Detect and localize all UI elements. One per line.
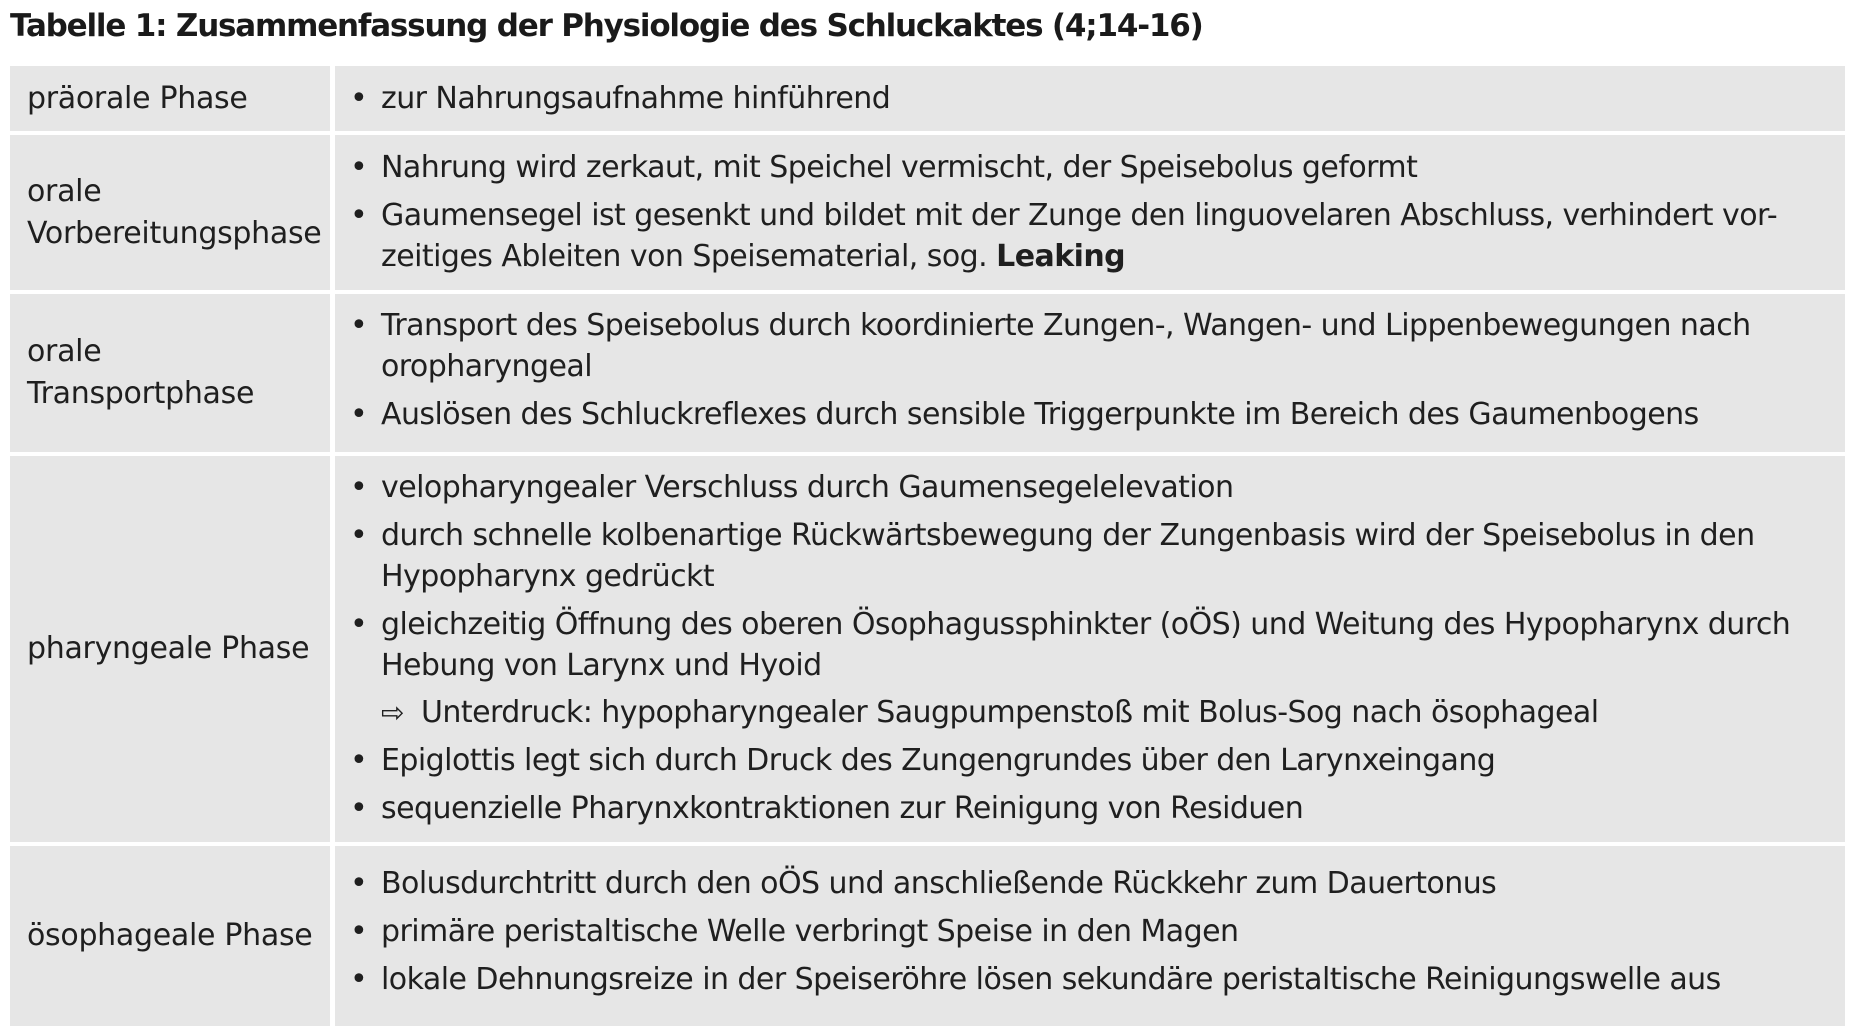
bullet-icon: • — [350, 198, 368, 233]
bullet-icon: • — [350, 150, 368, 185]
description-cell — [335, 294, 1845, 452]
table-row — [10, 846, 1845, 1026]
table-row — [10, 456, 1845, 842]
item-text: primäre peristaltische Welle verbringt Speise in den Magen — [381, 914, 1239, 949]
item-text: Auslösen des Schluckreflexes durch sensible Triggerpunkte im Bereich des Gaumenbogens — [381, 397, 1699, 432]
list-item — [335, 788, 1845, 829]
bullet-icon: • — [350, 743, 368, 778]
list-item — [335, 305, 1845, 387]
bullet-icon: • — [350, 518, 368, 553]
phase-cell — [10, 294, 330, 452]
item-text: lokale Dehnungsreize in der Speiseröhre lösen sekundäre peristaltische Reinigungswelle aus — [381, 962, 1721, 997]
bullet-icon: • — [350, 308, 368, 343]
item-text: zur Nahrungsaufnahme hinführend — [381, 81, 891, 116]
arrow-right-icon: ⇨ — [381, 696, 404, 729]
list-item — [335, 740, 1845, 781]
table-row — [10, 135, 1845, 290]
item-text: Nahrung wird zerkaut, mit Speichel vermischt, der Speisebolus geformt — [381, 150, 1418, 185]
item-text: Gaumensegel ist gesenkt und bildet mit der Zunge den linguovelaren Abschluss, verhindert vor-zeitiges Ableiten von Speisematerial, sog. — [381, 198, 1778, 274]
emphasis-term: Leaking — [996, 239, 1126, 274]
sub-list-item — [335, 692, 1845, 733]
bullet-icon: • — [350, 397, 368, 432]
phase-cell — [10, 456, 330, 842]
list-item — [335, 911, 1845, 952]
description-cell — [335, 846, 1845, 1026]
bullet-icon: • — [350, 914, 368, 949]
physiology-table — [10, 66, 1845, 1030]
list-item — [335, 604, 1845, 686]
bullet-icon: • — [350, 81, 368, 116]
item-text: sequenzielle Pharynxkontraktionen zur Reinigung von Residuen — [381, 791, 1304, 826]
table-row — [10, 294, 1845, 452]
phase-cell — [10, 135, 330, 290]
list-item — [335, 467, 1845, 508]
item-text: Epiglottis legt sich durch Druck des Zungengrundes über den Larynxeingang — [381, 743, 1496, 778]
item-text: Transport des Speisebolus durch koordinierte Zungen-, Wangen- und Lippenbewegungen nach oropharyngeal — [381, 308, 1751, 384]
item-text: Bolusdurchtritt durch den oÖS und anschließende Rückkehr zum Dauertonus — [381, 866, 1497, 901]
table-row — [10, 66, 1845, 131]
phase-cell — [10, 66, 330, 131]
phase-cell — [10, 846, 330, 1026]
sub-item-text: Unterdruck: hypopharyngealer Saugpumpenstoß mit Bolus-Sog nach ösophageal — [421, 695, 1599, 730]
list-item — [335, 959, 1845, 1000]
list-item — [335, 147, 1845, 188]
table-caption: Tabelle 1: Zusammenfassung der Physiologie des Schluckaktes (4;14-16) — [10, 8, 1203, 44]
description-cell — [335, 66, 1845, 131]
bullet-icon: • — [350, 607, 368, 642]
list-item — [335, 78, 1845, 119]
description-cell — [335, 456, 1845, 842]
phase-label: orale Vorbereitungsphase — [27, 173, 322, 251]
bullet-icon: • — [350, 470, 368, 505]
phase-label: präorale Phase — [27, 80, 248, 116]
list-item — [335, 394, 1845, 435]
phase-label: ösophageale Phase — [27, 918, 313, 953]
list-item — [335, 863, 1845, 904]
item-text: durch schnelle kolbenartige Rückwärtsbewegung der Zungenbasis wird der Speisebolus in den Hypopharynx gedrückt — [381, 518, 1755, 594]
description-cell — [335, 135, 1845, 290]
item-text: velopharyngealer Verschluss durch Gaumensegelelevation — [381, 470, 1234, 505]
list-item — [335, 515, 1845, 597]
item-text: gleichzeitig Öffnung des oberen Ösophagussphinkter (oÖS) und Weitung des Hypopharynx durch Hebung von Larynx und Hyoid — [381, 607, 1791, 683]
phase-label: pharyngeale Phase — [27, 631, 310, 666]
bullet-icon: • — [350, 791, 368, 826]
list-item — [335, 195, 1845, 277]
bullet-icon: • — [350, 962, 368, 997]
bullet-icon: • — [350, 866, 368, 901]
phase-label: orale Transportphase — [27, 334, 255, 411]
